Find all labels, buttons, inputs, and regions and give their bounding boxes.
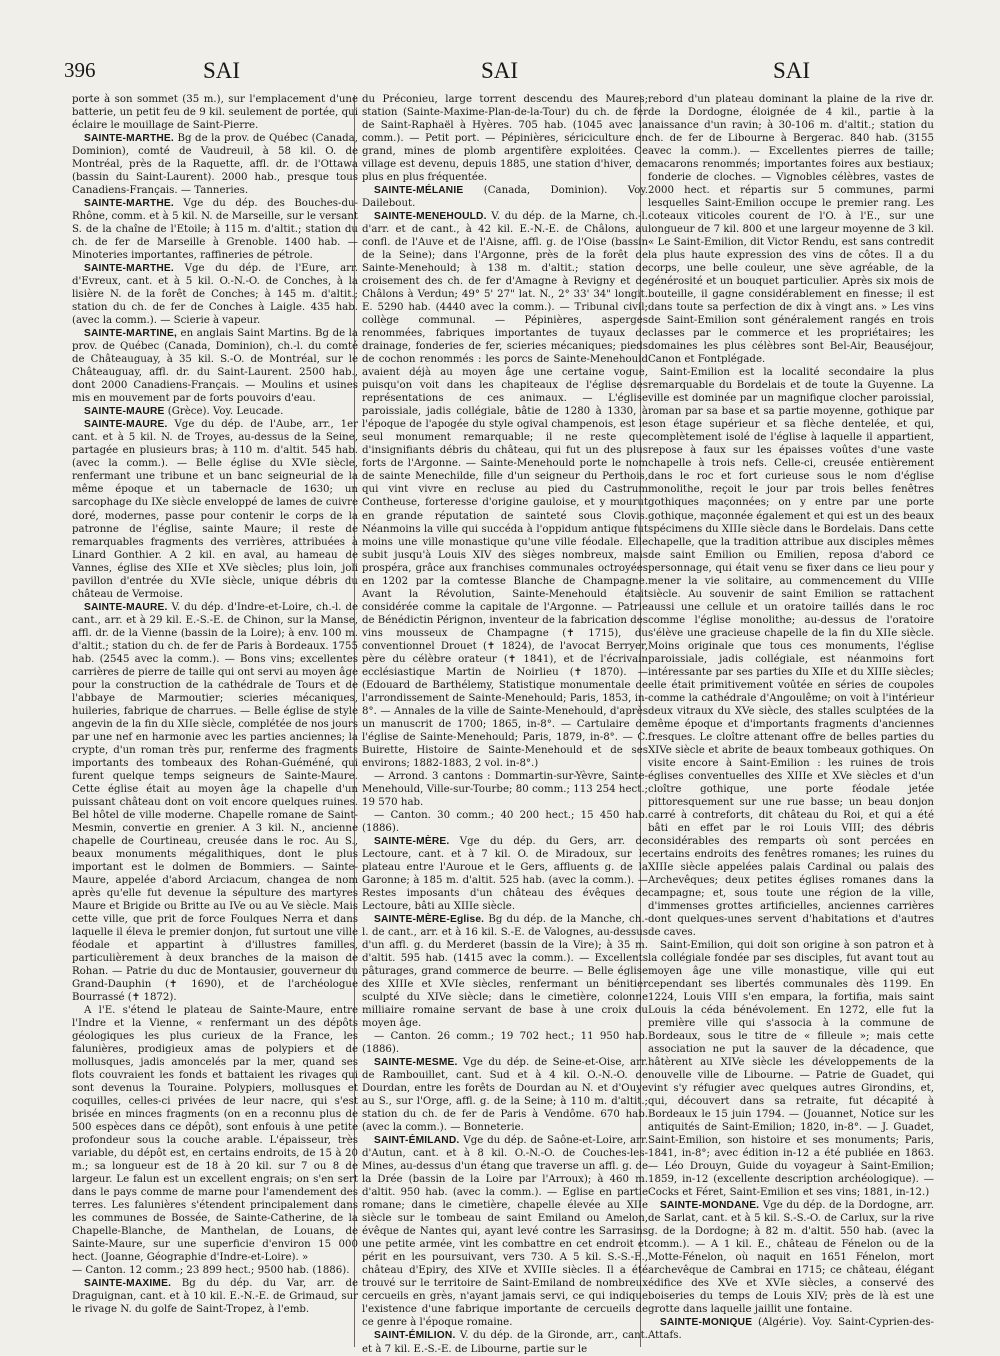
dictionary-entry: [362, 93, 648, 184]
dictionary-entry: [362, 835, 648, 913]
entry-text: — Arrond. 3 cantons : Dommartin-sur-Yèvre, Sainte-Menehould, Ville-sur-Tourbe; 80 comm.; 113 254 hect.; 19 570 hab.: [362, 770, 648, 808]
entry-text: Saint-Emilion, qui doit son origine à son patron et à la collégiale fondée par ses disciples, fut avant tout au moyen âge une ville monastique, ville qui eut cependant ses libertés communales dès 1199. En 1224, Louis VIII s'en empara, la fortifia, mais saint Louis la céda bénévolement. En 1272, elle fut la première ville qui s'associa à la commune de Bordeaux, sous le titre de « filleule »; mais cette association ne put la sauver de la décadence, que hâtèrent au XIVe siècle les développements de la nouvelle ville de Libourne. — Patrie de Guadet, qui vint s'y réfugier avec quelques autres Girondins, et, qui, découvert dans sa retraite, fut décapité à Bordeaux le 15 juin 1794. — (Jouannet, Notice sur les antiquités de Saint-Emilion; 1820, in-8°. — J. Guadet, Saint-Emilion, son histoire et ses monuments; Paris, 1841, in-8°; avec édition in-12 a été publiée en 1863. — Léo Drouyn, Guide du voyageur à Saint-Emilion; 1859, in-12 (excellente description archéologique). — Cocks et Féret, Saint-Emilion et ses vins; 1881, in-12.): [648, 940, 934, 1199]
entry-text: Vge du dép. de la Dordogne, arr. de Sarlat, cant. et à 5 kil. S.-S.-O. de Carlux, sur la rive g. de la Dordogne; à 82 m. d'altit. 550 hab. (avec la comm.). — A 1 kil. E., château de Fénelon ou de la Motte-Fénelon, où naquit en 1651 Fénelon, mort archevêque de Cambrai en 1715; ce château, élégant édifice des XVe et XVIe siècles, a conservé des boiseries du temps de Louis XIV; près de là est une grotte dans laquelle jaillit une fontaine.: [648, 1200, 934, 1316]
entry-headword: SAINT-ÉMILION.: [374, 1330, 456, 1342]
entry-text: porte à son sommet (35 m.), sur l'emplacement d'une batterie, un petit feu de 9 kil. seulement de portée, qui éclaire le mouillage de Saint-Pierre.: [72, 94, 358, 132]
page-number: 396: [64, 58, 96, 82]
entry-headword: SAINT-ÉMILAND.: [374, 1135, 460, 1147]
dictionary-entry: [648, 93, 934, 366]
entry-text: Vge du dép. de l'Eure, arr. d'Evreux, cant. et à 5 kil. O.-N.-O. de Conches, à la lisière N. de la forêt de Conches; à 145 m. d'altit.; station du ch. de fer de Conches à Laigle. 435 hab. (avec la comm.). — Scierie à vapeur.: [72, 263, 358, 327]
dictionary-entry: [362, 1329, 648, 1355]
dictionary-entry: [72, 418, 358, 600]
dictionary-entry: [648, 366, 934, 939]
entry-text: Saint-Emilion est la localité secondaire la plus remarquable du Bordelais et de toute la Guyenne. La ville est dominée par un magnifique clocher paroissial, roman par sa base et sa partie moyenne, gothique par son étage supérieur et sa flèche dentelée, et qui, complètement isolé de l'église à laquelle il appartient, repose à faux sur les épaisses voûtes d'une vaste chapelle à trois nefs. Celle-ci, creusée entièrement dans le roc et fort curieuse sous le nom d'église monolithe, reçoit le jour par trois belles fenêtres gothiques maçonnées; on y entre par une porte gothique, maçonnée également et qui est un des beaux spécimens du XIIIe siècle dans le Bordelais. Dans cette chapelle, que la tradition attribue aux disciples mêmes de saint Emilion ou Emilien, reposa d'abord ce personnage, qui était venu se fixer dans ce lieu pour y mener la vie solitaire, au commencement du VIIIe siècle. Au souvenir de saint Emilion se rattachent aussi une cellule et un oratoire taillés dans le roc comme l'église monolithe; au-dessus de l'oratoire s'élève une gracieuse chapelle de la fin du XIIe siècle. Moins originale que tous ces monuments, l'église paroissiale, jadis collégiale, est néanmoins fort intéressante par ses parties du XIIe et du XIIIe siècles; elle était primitivement voûtée en séries de coupoles comme la cathédrale d'Angoulême; on voit à l'intérieur deux vitraux du XVe siècle, des stalles sculptées de la même époque et d'importants fragments d'anciennes fresques. Le cloître attenant offre de belles parties du XIVe siècle et abrite de beaux tombeaux gothiques. On visite encore à Saint-Emilion : les ruines de trois églises conventuelles des XIIIe et XVe siècles et d'un cloître gothique, une porte féodale jetée pittoresquement sur une rue basse; un beau donjon carré à contreforts, dit château du Roi, et qui a été bâti en effet par le roi Louis VIII; des débris considérables des remparts où sont percées en certains endroits des fenêtres romanes; les ruines du XIIIe siècle appelées palais Cardinal ou palais des Archevêques; deux petites églises romanes dans la campagne; et, sous toute une région de la ville, d'immenses grottes artificielles, anciennes carrières dont quelques-unes servent d'habitations et d'autres de caves.: [648, 367, 934, 938]
dictionary-entry: [72, 197, 358, 262]
dictionary-entry: [362, 184, 648, 210]
entry-text: V. du dép. de la Gironde, arr., cant. et à 7 kil. E.-S.-E. de Libourne, partie sur le: [362, 1330, 648, 1355]
running-headword-center: SAI: [481, 58, 519, 83]
dictionary-entry: [72, 1264, 358, 1277]
entry-text: A l'E. s'étend le plateau de Sainte-Maure, entre l'Indre et la Vienne, « renfermant un des dépôts géologiques les plus curieux de la France, les falunières, prodigieux amas de polypiers et de mollusques, jadis amoncelés par la mer, quand ses flots couvraient les fonds et battaient les rivages qui sont devenus la Touraine. Polypiers, mollusques et coquilles, celles-ci privées de leur nacre, qui s'est brisée en minces fragments (on en a reconnu plus de 500 espèces dans ce dépôt), sont enfouis à une petite profondeur sous la couche arable. L'épaisseur, très variable, du dépôt est, en certains endroits, de 15 à 20 m.; sa longueur est de 18 à 20 kil. sur 7 ou 8 de largeur. Le falun est un excellent engrais; on s'en sert dans le pays comme de marne pour l'amendement des terres. Les falunières s'étendent principalement dans les communes de Bossée, de Sainte-Catherine, de la Chapelle-Blanche, de Manthelan, de Louans, de Sainte-Maure, sur une superficie d'environ 15 000 hect. (Joanne, Géographie d'Indre-et-Loire). »: [72, 1005, 358, 1264]
dictionary-entry: [72, 405, 358, 418]
entry-text: Bg du dép. de la Manche, ch.-l. de cant., arr. et à 16 kil. S.-E. de Valognes, au-dessus d'un affl. g. du Merderet (bassin de la Vire); à 35 m. d'altit. 595 hab. (1415 avec la comm.). — Excellents pâturages, grand commerce de beurre. — Belle église des XIIIe et XVIe siècles, renfermant un bénitier sculpté du XIVe siècle; dans le cimetière, colonne milliaire romaine servant de base à une croix du moyen âge.: [362, 913, 648, 1030]
dictionary-entry: [648, 939, 934, 1199]
dictionary-entry: [362, 210, 648, 770]
text-column-2: [362, 93, 648, 1355]
entry-text: Vge du dép. des Bouches-du-Rhône, comm. et à 5 kil. N. de Marseille, sur le versant S. de la chaîne de l'Etoile; à 115 m. d'altit.; station du ch. de fer de Marseille à Grenoble. 1400 hab. — Minoteries importantes, raffineries de pétrole.: [72, 198, 358, 262]
entry-text: Vge du dép. de Seine-et-Oise, arr. de Rambouillet, cant. Sud et à 4 kil. O.-N.-O. de Dourdan, entre les forêts de Dourdan au N. et d'Ouye au S., sur l'Orge, affl. g. de la Seine; à 110 m. d'altit.; station du ch. de fer de Paris à Vendôme. 670 hab. (avec la comm.). — Bonneterie.: [362, 1057, 648, 1134]
dictionary-entry: [362, 1056, 648, 1134]
entry-headword: SAINTE-MARTHE.: [84, 133, 174, 145]
entry-headword: SAINTE-MARTHE.: [84, 198, 174, 210]
entry-text: (Grèce). Voy. Leucade.: [164, 406, 284, 418]
entry-text: — Canton. 26 comm.; 19 702 hect.; 11 950 hab. (1886).: [362, 1031, 648, 1056]
entry-text: du Préconieu, large torrent descendu des Maures; station (Sainte-Maxime-Plan-de-la-Tour) du ch. de fer de Saint-Raphaël à Hyères. 705 hab. (1045 avec la comm.). — Petit port. — Pépinières, sériciculture en grand, mines de plomb argentifère exploitées. Ce village est devenu, depuis 1885, une station d'hiver, de plus en plus fréquentée.: [362, 94, 648, 184]
entry-text: en anglais Saint Martins. Bg de la prov. de Québec (Canada, Dominion), ch.-l. du comté de Châteauguay, à 35 kil. S.-O. de Montréal, sur le Châteauguay, affl. dr. du Saint-Laurent. 2500 hab., dont 2000 Canadiens-Français. — Moulins et usines mis en mouvement par de forts pouvoirs d'eau.: [72, 328, 358, 405]
entry-headword: SAINTE-MONIQUE: [660, 1317, 753, 1329]
entry-headword: SAINTE-MENEHOULD.: [374, 211, 487, 223]
dictionary-entry: [362, 809, 648, 835]
running-headword-left: SAI: [203, 58, 241, 83]
entry-headword: SAINTE-MAURE.: [84, 601, 168, 613]
entry-text: — Canton. 30 comm.; 40 200 hect.; 15 450 hab. (1886).: [362, 809, 648, 834]
entry-headword: SAINTE-MARTHE.: [84, 263, 174, 275]
entry-headword: SAINTE-MÉLANIE: [374, 185, 464, 197]
entry-headword: SAINTE-MAXIME.: [84, 1278, 172, 1290]
dictionary-entry: [362, 1030, 648, 1056]
entry-headword: SAINTE-MÈRE.: [374, 835, 450, 847]
entry-headword: SAINTE-MARTINE,: [84, 328, 177, 340]
entry-headword: SAINTE-MÈRE-Eglise.: [374, 913, 485, 925]
dictionary-entry: [72, 93, 358, 132]
entry-text: Bg du dép. du Var, arr. de Draguignan, cant. et à 10 kil. E.-N.-E. de Grimaud, sur le rivage N. du golfe de Saint-Tropez, à l'emb.: [72, 1278, 358, 1316]
text-column-1: [72, 93, 358, 1348]
text-column-3: [648, 93, 934, 1348]
entry-headword: SAINTE-MAURE: [84, 406, 165, 418]
entry-headword: SAINTE-MONDANE.: [660, 1200, 760, 1212]
entry-headword: SAINTE-MAURE.: [84, 419, 168, 431]
dictionary-entry: [362, 1134, 648, 1329]
dictionary-entry: [72, 132, 358, 197]
dictionary-entry: [362, 913, 648, 1030]
entry-text: (Algérie). Voy. Saint-Cyprien-des-Attafs.: [648, 1317, 934, 1342]
entry-text: V. du dép. d'Indre-et-Loire, ch.-l. de cant., arr. et à 29 kil. E.-S.-E. de Chinon, sur la Manse, affl. dr. de la Vienne (bassin de la Loire); à env. 100 m. d'altit.; station du ch. de fer de Paris à Bordeaux. 1755 hab. (2545 avec la comm.). — Bons vins; excellentes carrières de pierre de taille qui ont servi au moyen âge pour la construction de la cathédrale de Tours et de l'abbaye de Marmoutier; scieries mécaniques, huileries, fabrique de charrues. — Belle église de style angevin de la fin du XIIe siècle, complétée de nos jours par une nef en harmonie avec les parties anciennes; la crypte, d'un roman très pur, renferme des fragments importants des tombeaux des Rohan-Guéméné, qui furent quelque temps seigneurs de Sainte-Maure. Cette église était au moyen âge la chapelle d'un puissant château dont on voit encore quelques ruines. Bel hôtel de ville moderne. Chapelle romane de Saint-Mesmin, convertie en grenier. A 3 kil. N., ancienne chapelle de Courtineau, creusée dans le roc. Au S., beaux monuments mégalithiques, dont le plus important est le dolmen de Bommiers. — Sainte-Maure, appelée d'abord Arciacum, changea de nom après qu'elle fut devenue la sépulture des martyres Maure et Brigide ou Britte au IVe ou au Ve siècle. Mais cette ville, que prit de force Foulques Nerra et dans laquelle il éleva le premier donjon, fut surtout une ville féodale et appartint à d'illustres familles, particulièrement à deux branches de la maison de Rohan. — Patrie du duc de Montausier, gouverneur du Grand-Dauphin (✝ 1690), et de l'archéologue Bourrassé (✝ 1872).: [72, 601, 358, 1004]
entry-text: rebord d'un plateau dominant la plaine de la rive dr. de la Dordogne, éloignée de 4 kil., partie à la naissance d'un ravin; à 30-106 m. d'altit.; station du ch. de fer de Libourne à Bergerac. 840 hab. (3155 avec la comm.). — Excellentes pierres de taille; macarons renommés; importantes foires aux bestiaux; fonderie de cloches. — Vignobles célèbres, vastes de 2000 hect. et répartis sur 5 communes, parmi lesquelles Saint-Emilion occupe le premier rang. Les coteaux viticoles courent de l'O. à l'E., sur une longueur de 7 kil. 800 et une largeur moyenne de 3 kil. « Le Saint-Emilion, dit Victor Rendu, est sans contredit la plus haute expression des vins de côtes. Il a du corps, une belle couleur, une sève agréable, de la générosité et un bouquet particulier. Après six mois de bouteille, il gagne considérablement en finesse; il est dans toute sa perfection de dix à vingt ans. » Les vins de Saint-Emilion sont généralement rangés en trois classes par le commerce et les propriétaires; les domaines les plus célèbres sont Bel-Air, Beauséjour, Canon et Fontplégade.: [648, 94, 934, 366]
dictionary-entry: [362, 770, 648, 809]
dictionary-entry: [72, 1277, 358, 1316]
entry-text: Bg de la prov. de Québec (Canada, Dominion), comté de Vaudreuil, à 58 kil. O. de Montréal, près de la Raquette, affl. dr. de l'Ottawa (bassin du Saint-Laurent). 2000 hab., presque tous Canadiens-Français. — Tanneries.: [72, 133, 358, 197]
entry-text: V. du dép. de la Marne, ch.-l. d'arr. et de cant., à 42 kil. E.-N.-E. de Châlons, au confl. de l'Auve et de l'Aisne, affl. g. de l'Oise (bassin de la Seine); dans l'Argonne, près de la forêt de Sainte-Menehould; à 138 m. d'altit.; station de croisement des ch. de fer d'Amagne à Revigny et de Châlons à Verdun; 49° 5' 27" lat. N., 2° 33' 34" longit. E. 5290 hab. (4440 avec la comm.). — Tribunal civil; collège communal. — Pépinières, asperges renommées, fabriques importantes de tuyaux de drainage, fonderies de fer, scieries mécaniques; pieds de cochon renommés : les porcs de Sainte-Menehould avaient déjà au moyen âge une certaine vogue, puisqu'on voit dans les chapiteaux de l'église des représentations de ces animaux. — L'église paroissiale, jadis collégiale, bâtie de 1280 à 1330, à l'époque de l'apogée du style ogival champenois, est le seul monument remarquable; il ne reste que d'insignifiants débris du château, qui fut un des plus forts de l'Argonne. — Sainte-Menehould porte le nom de sainte Menechilde, fille d'un seigneur du Perthois, qui vint vivre en recluse au pied du Castrum Contheuse, forteresse d'origine gauloise, et y mourut en grande réputation de sainteté sous Clovis. Néanmoins la ville qui succéda à l'oppidum antique fut moins une ville monastique qu'une ville féodale. Elle subit jusqu'à Louis XIV des sièges nombreux, mais prospéra, grâce aux franchises communales octroyées en 1202 par la comtesse Blanche de Champagne. Avant la Révolution, Sainte-Menehould était considérée comme la capitale de l'Argonne. — Patrie de Bénédictin Pérignon, inventeur de la fabrication des vins mousseux de Champagne (✝ 1715), du conventionnel Drouet (✝ 1824), de l'avocat Berryer, père du célèbre orateur (✝ 1841), et de l'écrivain ecclésiastique Martin de Noirlieu (✝ 1870). — (Edouard de Barthélemy, Statistique monumentale de l'arrondissement de Sainte-Menehould; Paris, 1853, in-8°. — Annales de la ville de Sainte-Menehould, d'après un manuscrit de 1700; 1865, in-8°. — Cartulaire de l'église de Sainte-Menehould; Paris, 1879, in-8°. — C. Buirette, Histoire de Sainte-Menehould et de ses environs; 1882-1883, 2 vol. in-8°.): [362, 211, 648, 769]
entry-text: (Canada, Dominion). Voy. Dailebout.: [362, 185, 648, 210]
dictionary-entry: [648, 1199, 934, 1316]
entry-text: Vge du dép. du Gers, arr. de Lectoure, cant. et à 7 kil. O. de Miradoux, sur le plateau entre l'Auroue et le Gers, affluents g. de la Garonne; à 185 m. d'altit. 525 hab. (avec la comm.). — Restes imposants d'un château des évêques de Lectoure, bâti au XIIIe siècle.: [362, 835, 648, 912]
dictionary-entry: [72, 601, 358, 1004]
entry-headword: SAINTE-MESME.: [374, 1057, 458, 1069]
dictionary-entry: [648, 1316, 934, 1342]
dictionary-entry: [72, 327, 358, 405]
entry-text: — Canton. 12 comm.; 23 899 hect.; 9500 hab. (1886).: [72, 1265, 350, 1277]
dictionary-entry: [72, 262, 358, 327]
entry-text: Vge du dép. de Saône-et-Loire, arr. d'Autun, cant. et à 8 kil. O.-N.-O. de Couches-les-Mines, au-dessus d'un étang que traverse un affl. g. de la Drée (bassin de la Loire par l'Arroux); à 460 m. d'altit. 950 hab. (avec la comm.). — Eglise en partie romane; dans le cimetière, chapelle élevée au XIIe siècle sur le tombeau de saint Emiland ou Amelon, évêque de Nantes qui, ayant levé contre les Sarrasins une petite armée, vint les combattre en cet endroit et périt en les poursuivant, vers 730. A 5 kil. S.-S.-E., château d'Epiry, des XIVe et XVIIIe siècles. Il a été trouvé sur le territoire de Saint-Emiland de nombreux cercueils en grès, n'ayant jamais servi, ce qui indique l'existence d'une fabrique importante de cercueils de ce genre à l'époque romaine.: [362, 1135, 648, 1329]
dictionary-entry: [72, 1004, 358, 1264]
entry-text: Vge du dép. de l'Aube, arr., 1er cant. et à 5 kil. N. de Troyes, au-dessus de la Seine, partagée en plusieurs bras; à 110 m. d'altit. 545 hab. (avec la comm.). — Belle église du XVIe siècle, renfermant une tribune et un banc seigneurial de la même époque et un tabernacle de 1630; un sarcophage du IXe siècle enveloppé de lames de cuivre doré, modernes, passe pour contenir le corps de la patronne de l'église, sainte Maure; il reste de remarquables fragments des verrières, attribuées à Linard Gonthier. A 2 kil. en aval, au hameau de Vannes, église des XIIe et XVe siècles; plus loin, joli pavillon d'entrée du XVIe siècle, unique débris du château de Vermoise.: [72, 419, 358, 600]
running-headword-right: SAI: [773, 58, 811, 83]
